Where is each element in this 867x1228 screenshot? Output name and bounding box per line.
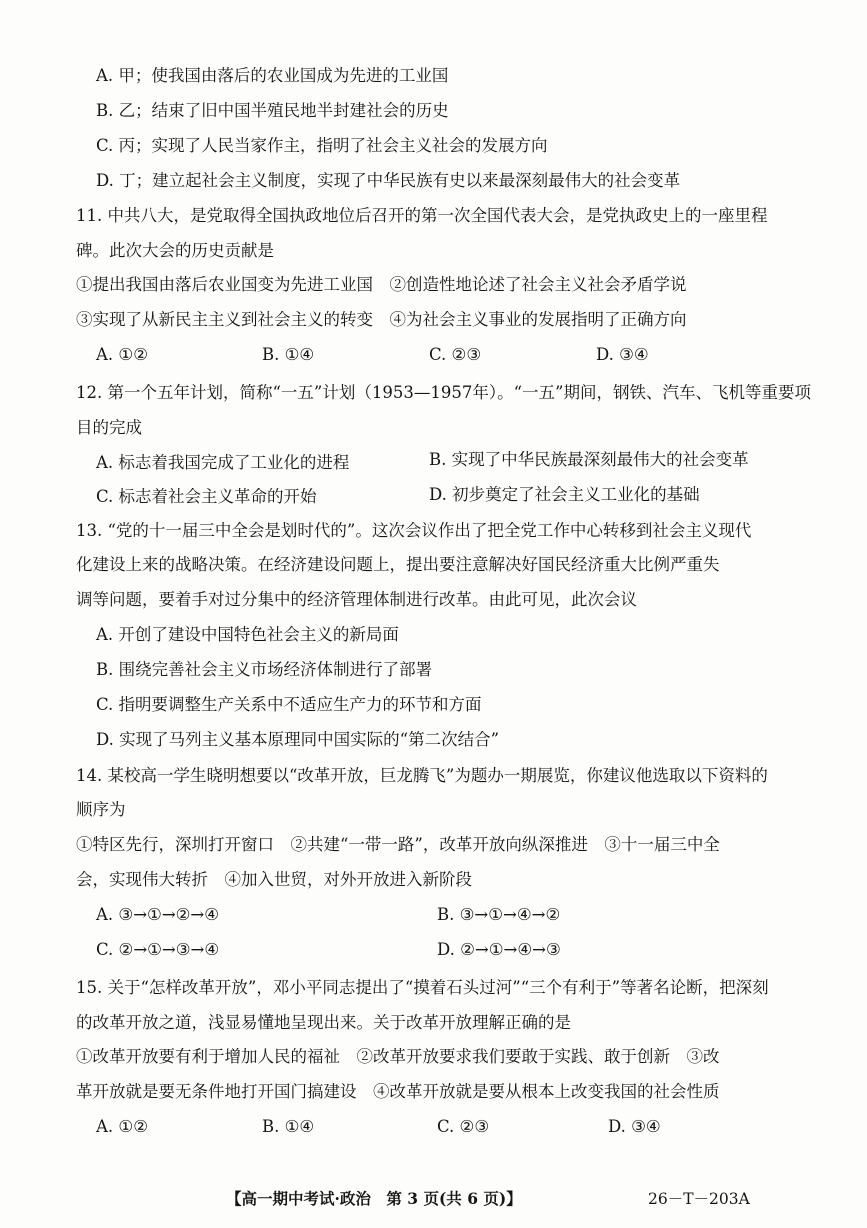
q12-option-a: A. 标志着我国完成了工业化的进程 <box>96 453 350 472</box>
q11-item-line: ③实现了从新民主主义到社会主义的转变 ④为社会主义事业的发展指明了正确方向 <box>76 310 687 329</box>
q14-option-a: A. ③→①→②→④ <box>96 905 220 924</box>
q13-option-d: D. 实现了马列主义基本原理同中国实际的“第二次结合” <box>96 730 500 749</box>
page-footer <box>0 1186 867 1212</box>
q15-item-line: ①改革开放要有利于增加人民的福祉 ②改革开放要求我们要敢于实践、敢于创新 ③改 <box>76 1047 720 1066</box>
footer-title: 【高一期中考试·政治 第 3 页(共 6 页)】 <box>226 1189 522 1208</box>
q14-item-line: 会，实现伟大转折 ④加入世贸，对外开放进入新阶段 <box>76 870 472 889</box>
q14-stem-line: 14. 某校高一学生晓明想要以“改革开放，巨龙腾飞”为题办一期展览，你建议他选取以下资料的 <box>76 766 768 785</box>
q13-stem-line: 调等问题，要着手对过分集中的经济管理体制进行改革。由此可见，此次会议 <box>76 590 637 609</box>
q15-option-b: B. ①④ <box>262 1117 315 1136</box>
q14-option-c: C. ②→①→③→④ <box>96 940 220 959</box>
q11-item-line: ①提出我国由落后农业国变为先进工业国 ②创造性地论述了社会主义社会矛盾学说 <box>76 275 687 294</box>
q15-stem-line: 的改革开放之道，浅显易懂地呈现出来。关于改革开放理解正确的是 <box>76 1013 571 1032</box>
footer-exam-code: 26－T－203A <box>648 1190 750 1208</box>
q14-option-d: D. ②→①→④→③ <box>437 940 561 959</box>
q14-stem-line: 顺序为 <box>76 800 126 819</box>
q11-option-a: A. ①② <box>96 345 148 364</box>
q10-option-b: B. 乙；结束了旧中国半殖民地半封建社会的历史 <box>96 101 449 120</box>
q15-item-line: 革开放就是要无条件地打开国门搞建设 ④改革开放就是要从根本上改变我国的社会性质 <box>76 1082 720 1101</box>
q14-item-line: ①特区先行，深圳打开窗口 ②共建“一带一路”，改革开放向纵深推进 ③十一届三中全 <box>76 835 720 854</box>
q15-option-c: C. ②③ <box>437 1117 490 1136</box>
q11-option-d: D. ③④ <box>596 345 649 364</box>
q12-option-d: D. 初步奠定了社会主义工业化的基础 <box>429 485 700 504</box>
q11-stem-line: 11. 中共八大，是党取得全国执政地位后召开的第一次全国代表大会，是党执政史上的一座里程 <box>76 206 768 225</box>
q10-option-a: A. 甲；使我国由落后的农业国成为先进的工业国 <box>96 66 449 85</box>
q15-option-d: D. ③④ <box>608 1117 661 1136</box>
q15-option-a: A. ①② <box>96 1117 148 1136</box>
q13-stem-line: 化建设上来的战略决策。在经济建设问题上，提出要注意解决好国民经济重大比例严重失 <box>76 555 720 574</box>
q12-option-b: B. 实现了中华民族最深刻最伟大的社会变革 <box>429 450 749 469</box>
q13-option-a: A. 开创了建设中国特色社会主义的新局面 <box>96 625 399 644</box>
q12-stem-line: 12. 第一个五年计划，简称“一五”计划（1953—1957年）。“一五”期间，钢铁、汽车、飞机等重要项 <box>76 383 811 402</box>
q13-stem-line: 13. “党的十一届三中全会是划时代的”。这次会议作出了把全党工作中心转移到社会主义现代 <box>76 521 752 540</box>
q12-option-c: C. 标志着社会主义革命的开始 <box>96 487 317 506</box>
q13-option-b: B. 围绕完善社会主义市场经济体制进行了部署 <box>96 660 433 679</box>
q15-stem-line: 15. 关于“怎样改革开放”，邓小平同志提出了“摸着石头过河”“三个有利于”等著名论断，把深刻 <box>76 978 769 997</box>
q12-stem-line: 目的完成 <box>76 418 142 437</box>
q14-option-b: B. ③→①→④→② <box>437 905 561 924</box>
q13-option-c: C. 指明要调整生产关系中不适应生产力的环节和方面 <box>96 695 482 714</box>
q11-option-c: C. ②③ <box>429 345 482 364</box>
q11-stem-line: 碑。此次大会的历史贡献是 <box>76 241 274 260</box>
q10-option-c: C. 丙；实现了人民当家作主，指明了社会主义社会的发展方向 <box>96 136 548 155</box>
q10-option-d: D. 丁；建立起社会主义制度，实现了中华民族有史以来最深刻最伟大的社会变革 <box>96 171 681 190</box>
q11-option-b: B. ①④ <box>262 345 315 364</box>
